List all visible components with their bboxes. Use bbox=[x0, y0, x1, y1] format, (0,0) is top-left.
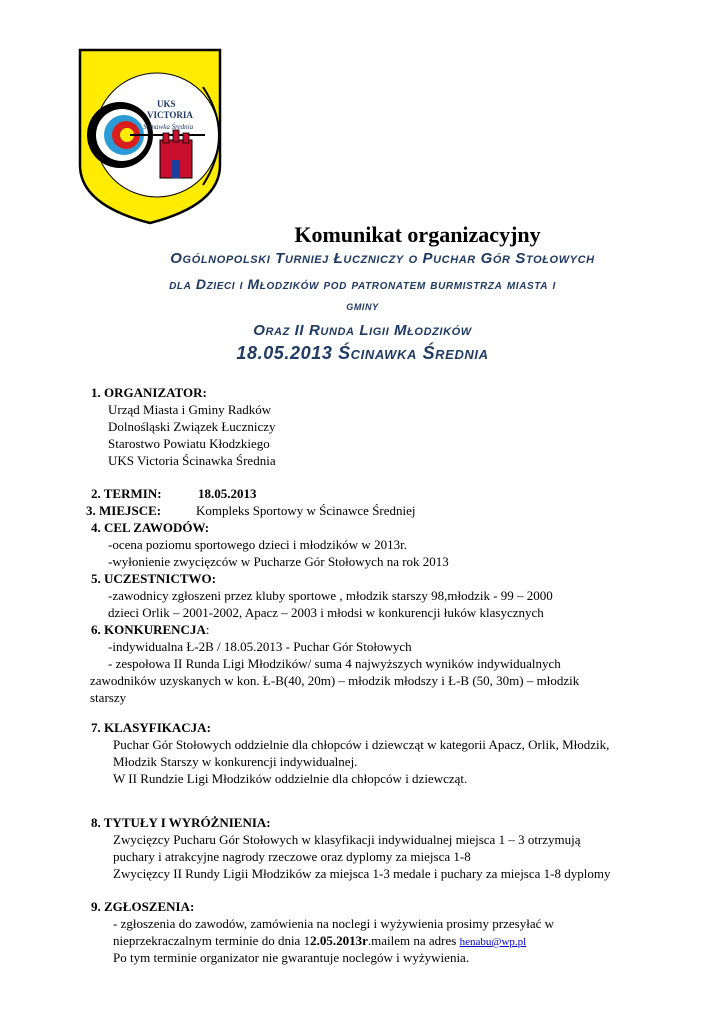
organizer-line: Starostwo Powiatu Kłodzkiego bbox=[108, 436, 270, 451]
section-registration-heading: 9. ZGŁOSZENIA: bbox=[91, 899, 195, 914]
email-link[interactable]: henabu@wp.pl bbox=[459, 936, 527, 948]
section-organizer-heading: 1. ORGANIZATOR: bbox=[91, 385, 207, 400]
awards-line: puchary i atrakcyjne nagrody rzeczowe oraz dyplomy za miejsca 1-8 bbox=[113, 849, 471, 864]
club-logo bbox=[75, 45, 225, 225]
section-date-value: 18.05.2013 bbox=[198, 486, 257, 501]
classification-line: Puchar Gór Stołowych oddzielnie dla chłopców i dziewcząt w kategorii Apacz, Orlik, Młodzik, bbox=[113, 737, 610, 752]
registration-line: Po tym terminie organizator nie gwarantuje noclegów i wyżywienia. bbox=[113, 950, 470, 965]
classification-line: W II Rundzie Ligi Młodzików oddzielnie dla chłopców i dziewcząt. bbox=[113, 771, 468, 786]
registration-deadline-text: nieprzekraczalnym terminie do dnia 1 bbox=[113, 933, 311, 948]
subtitle-line2: dla Dzieci i Młodzików pod patronatem burmistrza miasta i bbox=[169, 276, 556, 292]
subtitle-line1: Ogólnopolski Turniej Łuczniczy o Puchar Gór Stołowych bbox=[170, 250, 595, 267]
competition-line: - zespołowa II Runda Ligi Młodzików/ suma 4 najwyższych wyników indywidualnych bbox=[108, 656, 561, 671]
organizer-line: UKS Victoria Ścinawka Średnia bbox=[108, 453, 276, 468]
registration-deadline-date: 2.05.2013r bbox=[310, 933, 368, 948]
section-goal-heading: 4. CEL ZAWODÓW: bbox=[91, 520, 210, 535]
registration-mail-text: .mailem na adres bbox=[367, 933, 460, 948]
organizer-line: Dolnośląski Związek Łuczniczy bbox=[108, 419, 276, 434]
awards-line: Zwycięzcy II Rundy Ligii Młodzików za miejsca 1-3 medale i puchary za miejsca 1-8 dyplomy bbox=[113, 866, 611, 881]
registration-line bbox=[113, 933, 526, 950]
competition-heading-text: 6. KONKURENCJA bbox=[91, 622, 206, 637]
competition-line: starszy bbox=[90, 690, 127, 705]
logo-line2: VICTORIA bbox=[147, 110, 193, 120]
section-classification-heading: 7. KLASYFIKACJA: bbox=[91, 720, 211, 735]
registration-line: - zgłoszenia do zawodów, zamówienia na noclegi i wyżywienia prosimy przesyłać w bbox=[113, 916, 555, 931]
awards-line: Zwycięzcy Pucharu Gór Stołowych w klasyfikacji indywidualnej miejsca 1 – 3 otrzymują bbox=[113, 832, 581, 847]
subtitle-line4: Oraz II Runda Ligii Młodzików bbox=[253, 322, 472, 339]
section-participation-heading: 5. UCZESTNICTWO: bbox=[91, 571, 216, 586]
subtitle-line5: 18.05.2013 Ścinawka Średnia bbox=[236, 343, 489, 363]
goal-line: -ocena poziomu sportowego dzieci i młodzików w 2013r. bbox=[108, 537, 407, 552]
participation-line: dzieci Orlik – 2001-2002, Apacz – 2003 i młodsi w konkurencji łuków klasycznych bbox=[108, 605, 544, 620]
archery-target-crest-icon bbox=[75, 45, 225, 225]
subtitle-line3: gminy bbox=[346, 298, 379, 313]
goal-line: -wyłonienie zwycięzców w Pucharze Gór Stołowych na rok 2013 bbox=[108, 554, 449, 569]
organizer-line: Urząd Miasta i Gminy Radków bbox=[108, 402, 272, 417]
competition-line: zawodników uzyskanych w kon. Ł-B(40, 20m) – młodzik młodszy i Ł-B (50, 30m) – młodzik bbox=[90, 673, 580, 688]
logo-line1: UKS bbox=[157, 99, 176, 109]
classification-line: Młodzik Starszy w konkurencji indywidualnej. bbox=[113, 754, 358, 769]
logo-line3: Ścinawka Średnia bbox=[143, 123, 194, 131]
competition-heading-colon: : bbox=[205, 622, 210, 637]
section-venue-heading: 3. MIEJSCE: bbox=[86, 503, 162, 518]
competition-line: -indywidualna Ł-2B / 18.05.2013 - Puchar Gór Stołowych bbox=[108, 639, 412, 654]
participation-line: -zawodnicy zgłoszeni przez kluby sportowe , młodzik starszy 98,młodzik - 99 – 2000 bbox=[108, 588, 553, 603]
section-date-heading: 2. TERMIN: bbox=[91, 486, 162, 501]
section-venue-value: Kompleks Sportowy w Ścinawce Średniej bbox=[196, 503, 416, 518]
page-title: Komunikat organizacyjny bbox=[294, 222, 541, 247]
section-awards-heading: 8. TYTUŁY I WYRÓŻNIENIA: bbox=[91, 815, 271, 830]
section-competition-heading bbox=[91, 622, 209, 638]
